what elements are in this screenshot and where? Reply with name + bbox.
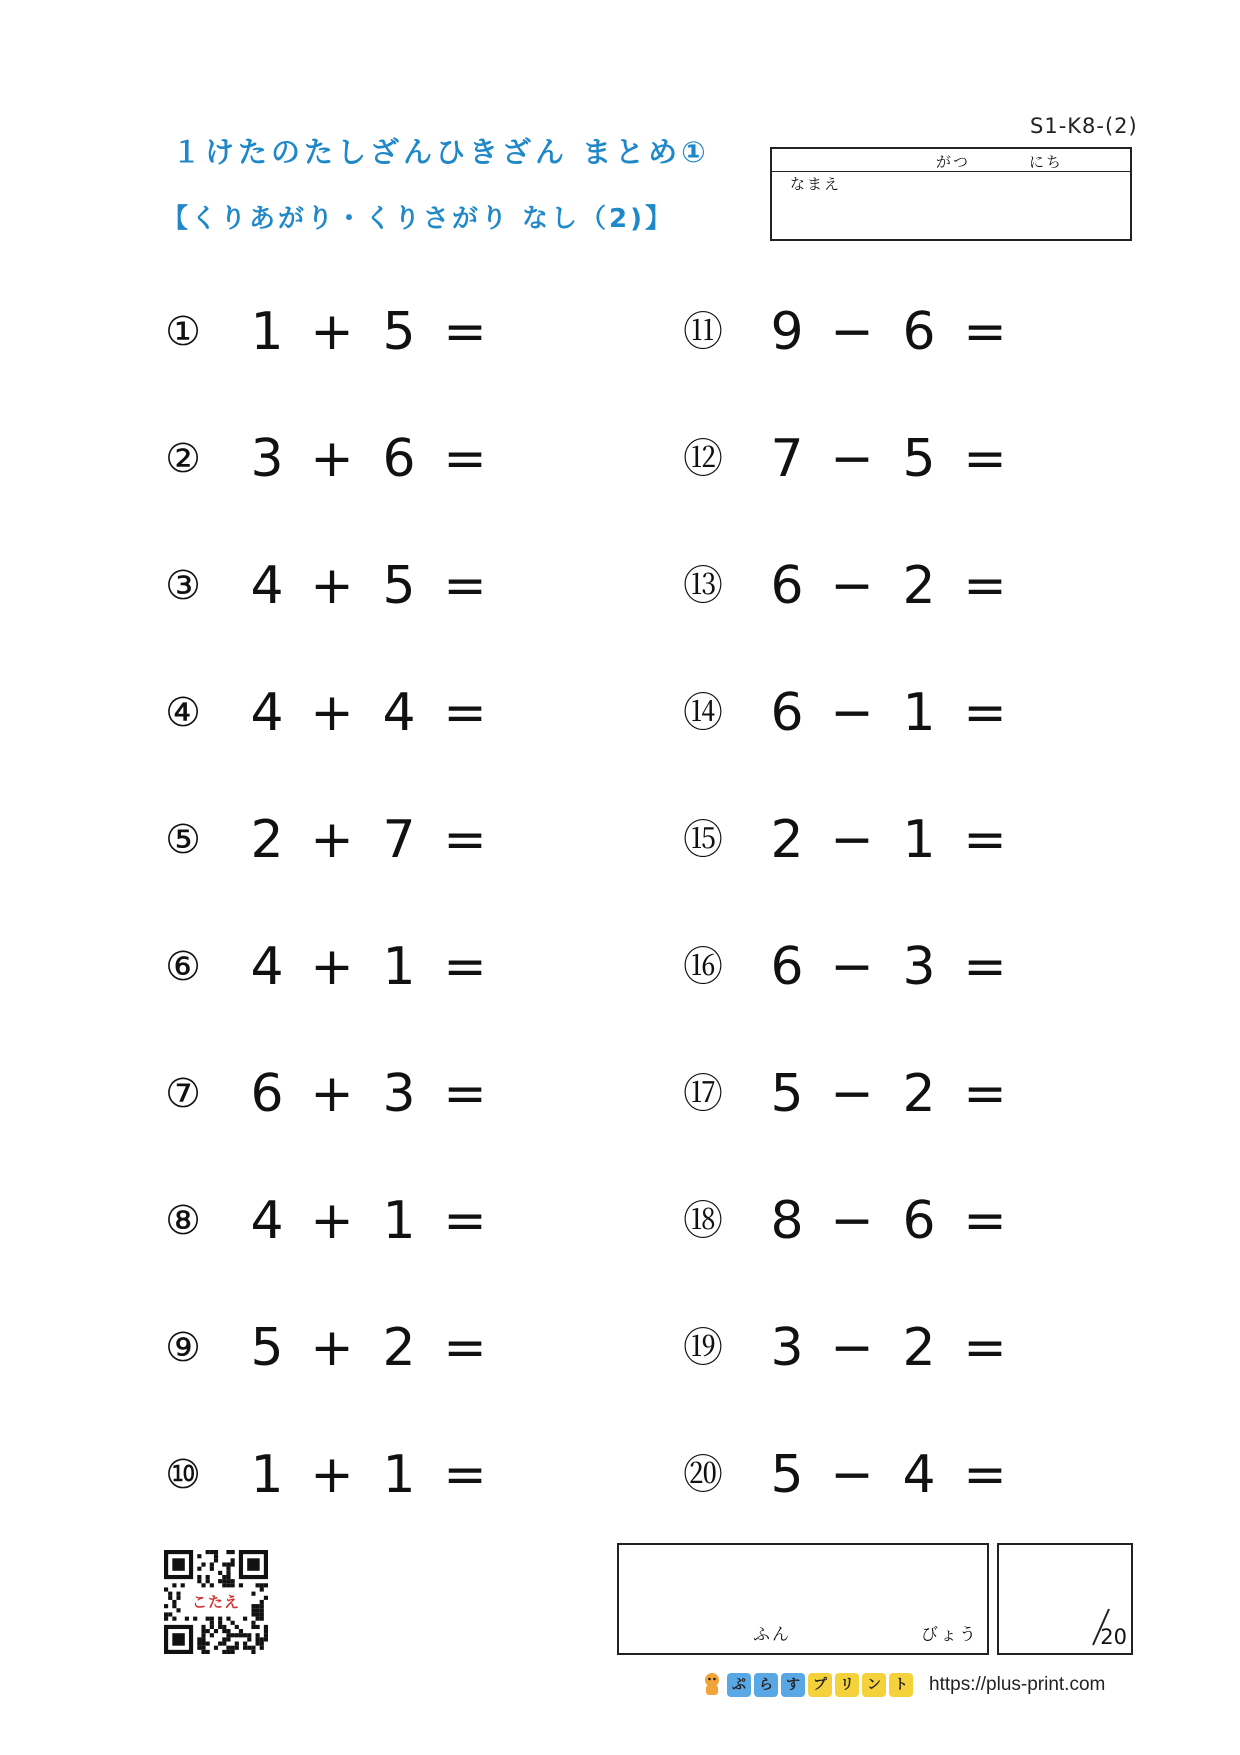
second-operand: 1: [902, 810, 936, 870]
first-operand: 5: [770, 1064, 804, 1124]
equals-sign: =: [963, 1445, 1007, 1505]
minutes-label: ふん: [753, 1625, 791, 1645]
operator-sign: −: [830, 1064, 874, 1124]
second-operand: 6: [902, 1191, 936, 1251]
brand-letter: ト: [889, 1673, 913, 1697]
equals-sign: =: [443, 683, 487, 743]
worksheet-code: S1-K8-(2): [1030, 114, 1138, 138]
problem-number: ②: [165, 436, 201, 482]
second-operand: 1: [382, 937, 416, 997]
problem-row: [680, 429, 1120, 499]
first-operand: 6: [250, 1064, 284, 1124]
problem-number: ⑤: [165, 817, 201, 863]
second-operand: 4: [902, 1445, 936, 1505]
problem-row: [160, 1445, 600, 1515]
problem-number: ⑰: [683, 1071, 723, 1117]
problem-number: ⑩: [165, 1452, 201, 1498]
operator-sign: −: [830, 556, 874, 616]
operator-sign: −: [830, 1191, 874, 1251]
first-operand: 5: [770, 1445, 804, 1505]
first-operand: 4: [250, 683, 284, 743]
first-operand: 1: [250, 302, 284, 362]
operator-sign: +: [310, 556, 354, 616]
operator-sign: +: [310, 683, 354, 743]
first-operand: 3: [770, 1318, 804, 1378]
first-operand: 7: [770, 429, 804, 489]
problem-row: [680, 556, 1120, 626]
problem-row: [160, 937, 600, 1007]
second-operand: 6: [382, 429, 416, 489]
first-operand: 8: [770, 1191, 804, 1251]
problem-row: [160, 1318, 600, 1388]
second-operand: 2: [902, 556, 936, 616]
second-operand: 5: [382, 556, 416, 616]
second-operand: 1: [382, 1191, 416, 1251]
first-operand: 9: [770, 302, 804, 362]
brand-logo: [727, 1673, 913, 1697]
problem-number: ⑫: [683, 436, 723, 482]
operator-sign: −: [830, 810, 874, 870]
operator-sign: +: [310, 1445, 354, 1505]
second-operand: 2: [382, 1318, 416, 1378]
second-operand: 7: [382, 810, 416, 870]
problem-row: [680, 683, 1120, 753]
operator-sign: +: [310, 810, 354, 870]
operator-sign: −: [830, 1445, 874, 1505]
first-operand: 4: [250, 1191, 284, 1251]
first-operand: 6: [770, 937, 804, 997]
equals-sign: =: [963, 937, 1007, 997]
name-date-box[interactable]: [770, 147, 1132, 241]
problem-row: [160, 683, 600, 753]
problem-row: [160, 302, 600, 372]
problem-row: [680, 1318, 1120, 1388]
problem-row: [160, 1064, 600, 1134]
first-operand: 4: [250, 937, 284, 997]
equals-sign: =: [443, 556, 487, 616]
second-operand: 3: [382, 1064, 416, 1124]
first-operand: 5: [250, 1318, 284, 1378]
operator-sign: +: [310, 1064, 354, 1124]
operator-sign: −: [830, 1318, 874, 1378]
operator-sign: +: [310, 429, 354, 489]
problem-number: ⑳: [683, 1452, 723, 1498]
page-title: １けたのたしざんひきざん まとめ①: [172, 135, 710, 169]
day-label: にち: [1029, 153, 1064, 171]
equals-sign: =: [443, 1445, 487, 1505]
equals-sign: =: [963, 429, 1007, 489]
qr-answer-label: こたえ: [191, 1593, 240, 1611]
problem-row: [160, 1191, 600, 1261]
first-operand: 2: [770, 810, 804, 870]
second-operand: 2: [902, 1318, 936, 1378]
problem-number: ⑬: [683, 563, 723, 609]
second-operand: 5: [902, 429, 936, 489]
operator-sign: +: [310, 1191, 354, 1251]
equals-sign: =: [963, 1064, 1007, 1124]
problem-row: [680, 1445, 1120, 1515]
equals-sign: =: [443, 1318, 487, 1378]
equals-sign: =: [963, 302, 1007, 362]
brand-letter: プ: [808, 1673, 832, 1697]
problem-number: ⑭: [683, 690, 723, 736]
problem-number: ④: [165, 690, 201, 736]
problem-number: ⑯: [683, 944, 723, 990]
answer-qr-code[interactable]: [164, 1550, 268, 1654]
brand-letter: ら: [754, 1673, 778, 1697]
problem-number: ③: [165, 563, 201, 609]
equals-sign: =: [443, 810, 487, 870]
equals-sign: =: [963, 1191, 1007, 1251]
date-row[interactable]: [772, 149, 1130, 172]
equals-sign: =: [443, 937, 487, 997]
first-operand: 1: [250, 1445, 284, 1505]
second-operand: 2: [902, 1064, 936, 1124]
equals-sign: =: [963, 683, 1007, 743]
brand-letter: ン: [862, 1673, 886, 1697]
time-box[interactable]: [617, 1543, 989, 1655]
month-label: がつ: [936, 153, 971, 171]
problem-number: ⑥: [165, 944, 201, 990]
first-operand: 6: [770, 556, 804, 616]
problem-row: [160, 429, 600, 499]
problem-row: [680, 1191, 1120, 1261]
operator-sign: −: [830, 429, 874, 489]
second-operand: 6: [902, 302, 936, 362]
second-operand: 5: [382, 302, 416, 362]
problem-number: ①: [165, 309, 201, 355]
second-operand: 4: [382, 683, 416, 743]
brand-letter: ぷ: [727, 1673, 751, 1697]
problem-number: ⑪: [683, 309, 723, 355]
page-subtitle: 【くりあがり・くりさがり なし（2)】: [162, 204, 675, 234]
first-operand: 6: [770, 683, 804, 743]
equals-sign: =: [963, 1318, 1007, 1378]
problem-row: [160, 556, 600, 626]
first-operand: 4: [250, 556, 284, 616]
second-operand: 1: [382, 1445, 416, 1505]
problem-number: ⑨: [165, 1325, 201, 1371]
equals-sign: =: [443, 1064, 487, 1124]
seconds-label: びょう: [921, 1625, 978, 1645]
mascot-icon: [697, 1668, 727, 1702]
first-operand: 2: [250, 810, 284, 870]
operator-sign: −: [830, 302, 874, 362]
problem-row: [680, 937, 1120, 1007]
problem-number: ⑱: [683, 1198, 723, 1244]
equals-sign: =: [443, 1191, 487, 1251]
operator-sign: +: [310, 1318, 354, 1378]
operator-sign: +: [310, 937, 354, 997]
brand-url[interactable]: https://plus-print.com: [929, 1674, 1106, 1695]
problem-number: ⑧: [165, 1198, 201, 1244]
problem-row: [160, 810, 600, 880]
problem-row: [680, 302, 1120, 372]
problem-row: [680, 810, 1120, 880]
second-operand: 3: [902, 937, 936, 997]
brand-letter: リ: [835, 1673, 859, 1697]
second-operand: 1: [902, 683, 936, 743]
problem-number: ⑮: [683, 817, 723, 863]
operator-sign: +: [310, 302, 354, 362]
first-operand: 3: [250, 429, 284, 489]
brand-letter: す: [781, 1673, 805, 1697]
equals-sign: =: [443, 302, 487, 362]
name-label: なまえ: [790, 175, 842, 193]
operator-sign: −: [830, 683, 874, 743]
problem-row: [680, 1064, 1120, 1134]
problem-number: ⑲: [683, 1325, 723, 1371]
equals-sign: =: [443, 429, 487, 489]
equals-sign: =: [963, 556, 1007, 616]
brand-footer: [697, 1668, 1105, 1702]
score-total: 20: [1100, 1625, 1127, 1649]
problem-number: ⑦: [165, 1071, 201, 1117]
equals-sign: =: [963, 810, 1007, 870]
score-box[interactable]: [997, 1543, 1133, 1655]
operator-sign: −: [830, 937, 874, 997]
